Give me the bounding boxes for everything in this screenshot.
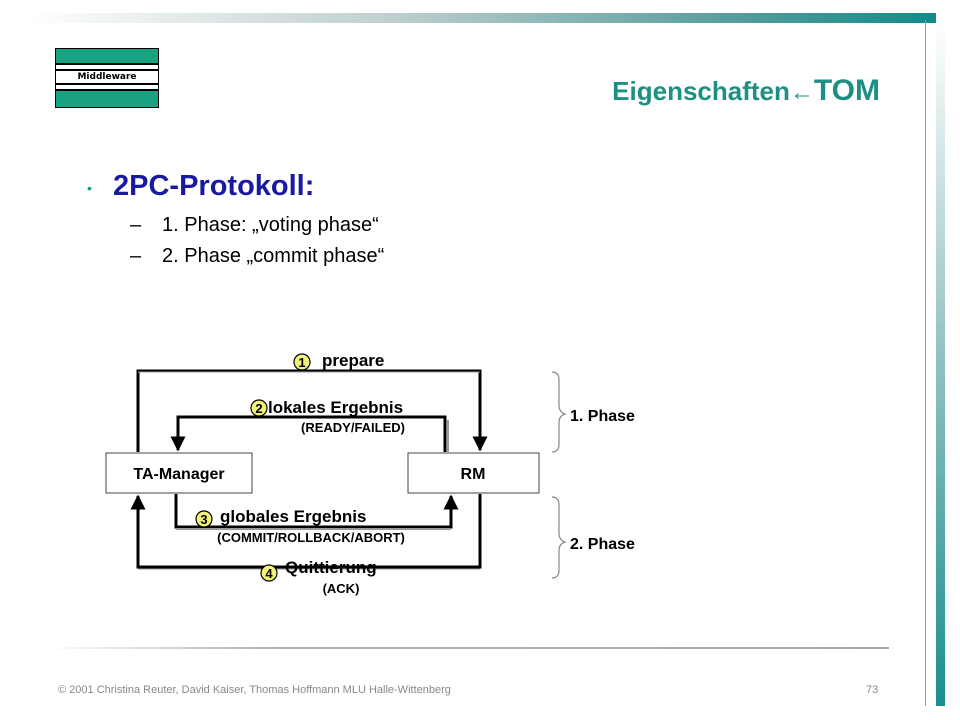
step-2-label: lokales Ergebnis <box>268 398 404 417</box>
phase-2-label: 2. Phase <box>570 536 635 553</box>
step-2-sub: (READY/FAILED) <box>301 420 405 435</box>
bullet-heading: 2PC-Protokoll: <box>113 170 315 202</box>
page-number: 73 <box>866 684 879 696</box>
step-4-label: Quittierung <box>285 558 377 577</box>
step-1-label: prepare <box>322 351 385 370</box>
sub-item-dash: – <box>130 245 142 267</box>
footer-divider <box>47 647 889 649</box>
sub-item-text: 1. Phase: „voting phase“ <box>162 214 379 236</box>
step-4-sub: (ACK) <box>322 581 360 596</box>
step-2-number: 2 <box>255 401 263 416</box>
bullet-dot-icon: • <box>87 180 92 196</box>
step-4-number: 4 <box>265 566 273 581</box>
phase-1-brace <box>552 372 565 452</box>
sub-item-dash: – <box>130 214 142 236</box>
sub-item-text: 2. Phase „commit phase“ <box>162 245 385 267</box>
node-ta-manager-label: TA-Manager <box>133 466 225 483</box>
node-rm-label: RM <box>460 466 486 483</box>
footer-copyright: © 2001 Christina Reuter, David Kaiser, Thomas Hoffmann MLU Halle-Wittenberg <box>58 684 451 696</box>
step-1-number: 1 <box>298 355 306 370</box>
step-3-sub: (COMMIT/ROLLBACK/ABORT) <box>217 530 405 545</box>
step-3-number: 3 <box>200 512 208 527</box>
step-3-label: globales Ergebnis <box>220 507 367 526</box>
title-part1: Eigenschaften <box>612 76 790 106</box>
logo-label: Middleware <box>55 70 159 84</box>
phase-2-brace <box>552 497 565 578</box>
title-part2: TOM <box>813 74 880 107</box>
phase-1-label: 1. Phase <box>570 408 635 425</box>
arrow-left-icon: ← <box>789 79 814 106</box>
